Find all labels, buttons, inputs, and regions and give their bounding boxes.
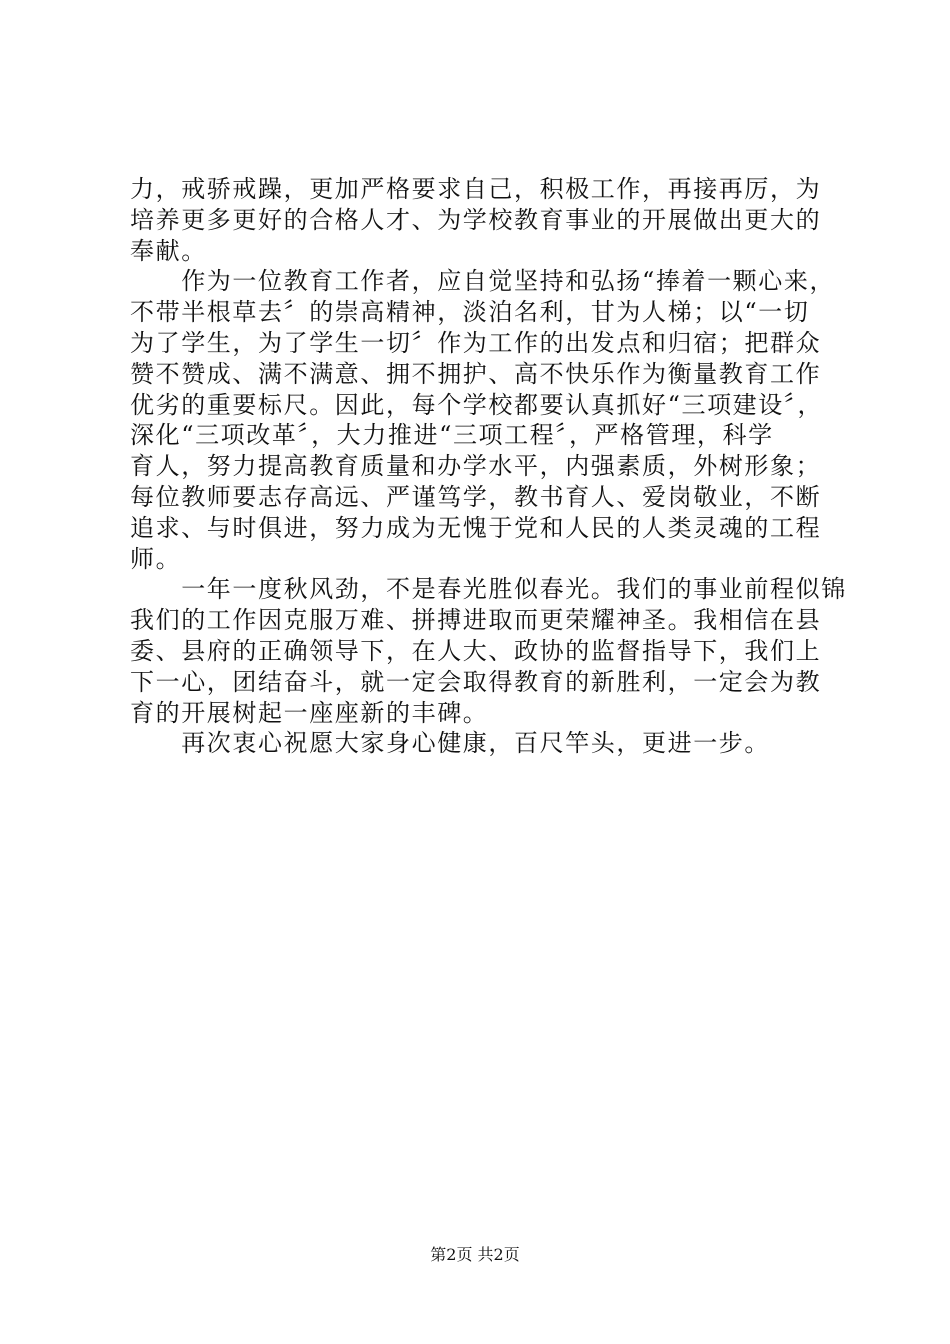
page-number-footer: 第2页 共2页 bbox=[430, 1245, 520, 1264]
text-line: 培养更多更好的合格人才、为学校教育事业的开展做出更大的 bbox=[130, 205, 822, 234]
text-line: 追求、与时俱进，努力成为无愧于党和人民的人类灵魂的工程 bbox=[130, 513, 822, 542]
text-line: 委、县府的正确领导下，在人大、政协的监督指导下，我们上 bbox=[130, 636, 822, 665]
text-line: 奉献。 bbox=[130, 236, 207, 265]
text-line: 力，戒骄戒躁，更加严格要求自己，积极工作，再接再厉，为 bbox=[130, 175, 822, 203]
document-body bbox=[130, 174, 847, 759]
text-line: 深化“三项改革〞，大力推进“三项工程〞，严格管理，科学 bbox=[130, 421, 774, 450]
text-line: 师。 bbox=[130, 544, 182, 573]
text-line: 育的开展树起一座座新的丰碑。 bbox=[130, 698, 489, 727]
text-line: 每位教师要志存高远、严谨笃学，教书育人、爱岗敬业，不断 bbox=[130, 482, 822, 511]
text-line: 为了学生，为了学生一切〞作为工作的出发点和归宿；把群众 bbox=[130, 328, 822, 357]
text-line: 作为一位教育工作者，应自觉坚持和弘扬“捧着一颗心来， bbox=[130, 267, 836, 296]
text-line: 我们的工作因克服万难、拼搏进取而更荣耀神圣。我相信在县 bbox=[130, 606, 822, 635]
text-line: 优劣的重要标尺。因此，每个学校都要认真抓好“三项建设〞， bbox=[130, 390, 824, 419]
text-line: 育人，努力提高教育质量和办学水平，内强素质，外树形象； bbox=[130, 452, 822, 481]
text-line: 不带半根草去〞的崇高精神，淡泊名利，甘为人梯；以“一切 bbox=[130, 298, 810, 327]
text-line: 下一心，团结奋斗，就一定会取得教育的新胜利，一定会为教 bbox=[130, 667, 822, 696]
text-line: 赞不赞成、满不满意、拥不拥护、高不快乐作为衡量教育工作 bbox=[130, 359, 822, 388]
text-line: 再次衷心祝愿大家身心健康，百尺竿头，更进一步。 bbox=[130, 729, 770, 758]
text-line: 一年一度秋风劲，不是春光胜似春光。我们的事业前程似锦 bbox=[130, 575, 847, 604]
